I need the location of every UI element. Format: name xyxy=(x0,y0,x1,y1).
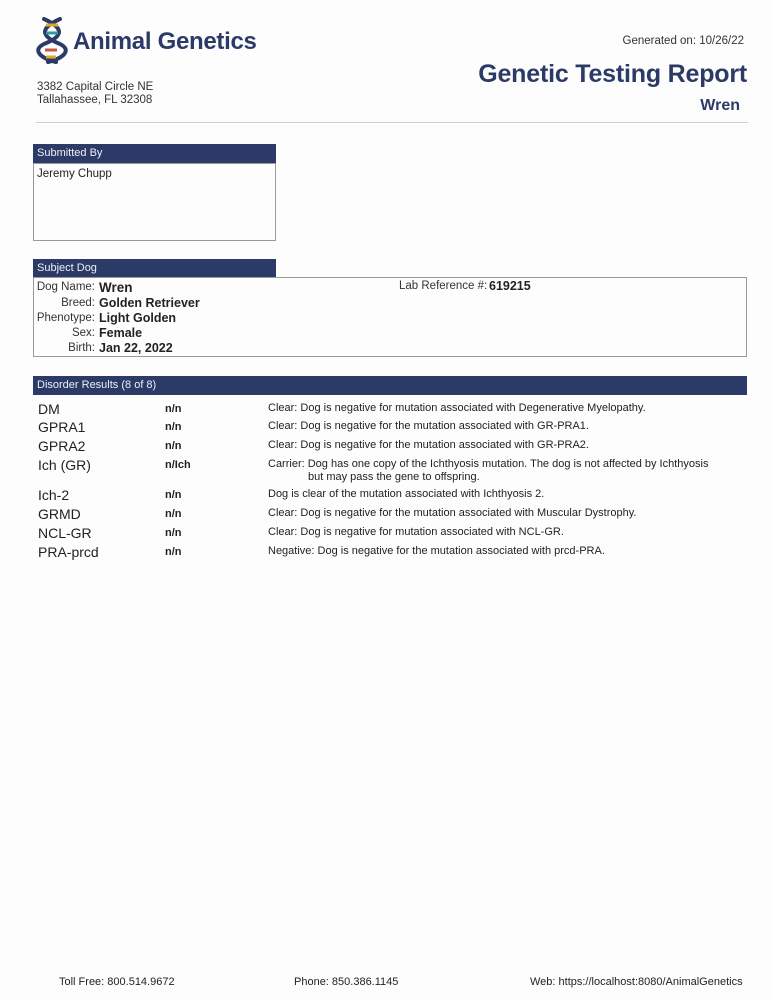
field-value: Wren xyxy=(99,280,133,295)
disorder-name: GRMD xyxy=(38,506,81,522)
disorder-name: Ich-2 xyxy=(38,487,70,503)
disorder-name: PRA-prcd xyxy=(38,544,99,560)
footer-phone: Phone: 850.386.1145 xyxy=(294,976,399,988)
field-label: Phenotype: xyxy=(36,312,95,324)
genotype: n/n xyxy=(165,403,182,415)
result-description: Clear: Dog is negative for the mutation associated with GR-PRA1. xyxy=(268,420,589,432)
field-label: Dog Name: xyxy=(36,281,95,293)
genotype: n/n xyxy=(165,489,182,501)
dna-helix-icon xyxy=(36,16,70,64)
result-description: Clear: Dog is negative for the mutation associated with Muscular Dystrophy. xyxy=(268,507,637,519)
disorder-name: NCL-GR xyxy=(38,525,92,541)
genotype: n/n xyxy=(165,421,182,433)
disorder-name: DM xyxy=(38,401,60,417)
report-title: Genetic Testing Report xyxy=(478,60,747,88)
submitted-by-header: Submitted By xyxy=(33,144,276,163)
field-label: Breed: xyxy=(61,297,95,309)
result-description xyxy=(268,458,738,483)
field-value: Golden Retriever xyxy=(99,296,200,310)
address-line-2: Tallahassee, FL 32308 xyxy=(37,94,153,106)
field-label: Sex: xyxy=(71,327,95,339)
result-description: Negative: Dog is negative for the mutation associated with prcd-PRA. xyxy=(268,545,605,557)
field-value: Light Golden xyxy=(99,311,177,325)
footer-toll-free: Toll Free: 800.514.9672 xyxy=(59,976,175,988)
brand-name: Animal Genetics xyxy=(73,28,257,55)
genotype: n/n xyxy=(165,546,182,558)
footer-web[interactable]: Web: https://localhost:8080/AnimalGenetics xyxy=(530,976,743,988)
subject-dog-header: Subject Dog xyxy=(33,259,276,277)
disorder-name: GPRA2 xyxy=(38,438,86,454)
result-description: Clear: Dog is negative for mutation associated with Degenerative Myelopathy. xyxy=(268,402,646,414)
description-line-1: Carrier: Dog has one copy of the Ichthyosis mutation. The dog is not affected by Ichthyosis xyxy=(268,458,709,470)
disorder-name: Ich (GR) xyxy=(38,457,91,473)
result-description: Dog is clear of the mutation associated with Ichthyosis 2. xyxy=(268,488,545,500)
address-line-1: 3382 Capital Circle NE xyxy=(37,81,154,93)
lab-reference-value: 619215 xyxy=(489,279,531,293)
header-divider xyxy=(36,122,748,123)
submitter-name: Jeremy Chupp xyxy=(37,168,112,180)
lab-reference-label: Lab Reference #: xyxy=(399,280,488,292)
report-dog-name: Wren xyxy=(700,97,740,114)
lab-address xyxy=(37,81,153,107)
genotype: n/n xyxy=(165,508,182,520)
field-label: Birth: xyxy=(68,342,95,354)
genotype: n/Ich xyxy=(165,459,191,471)
result-description: Clear: Dog is negative for mutation associated with NCL-GR. xyxy=(268,526,564,538)
field-value: Jan 22, 2022 xyxy=(99,341,173,355)
result-description: Clear: Dog is negative for the mutation associated with GR-PRA2. xyxy=(268,439,589,451)
description-line-2: but may pass the gene to offspring. xyxy=(308,470,480,483)
genotype: n/n xyxy=(165,527,182,539)
disorder-results-header: Disorder Results (8 of 8) xyxy=(33,376,747,395)
disorder-name: GPRA1 xyxy=(38,419,86,435)
field-value: Female xyxy=(99,326,143,340)
generated-date: Generated on: 10/26/22 xyxy=(622,35,744,47)
genotype: n/n xyxy=(165,440,182,452)
